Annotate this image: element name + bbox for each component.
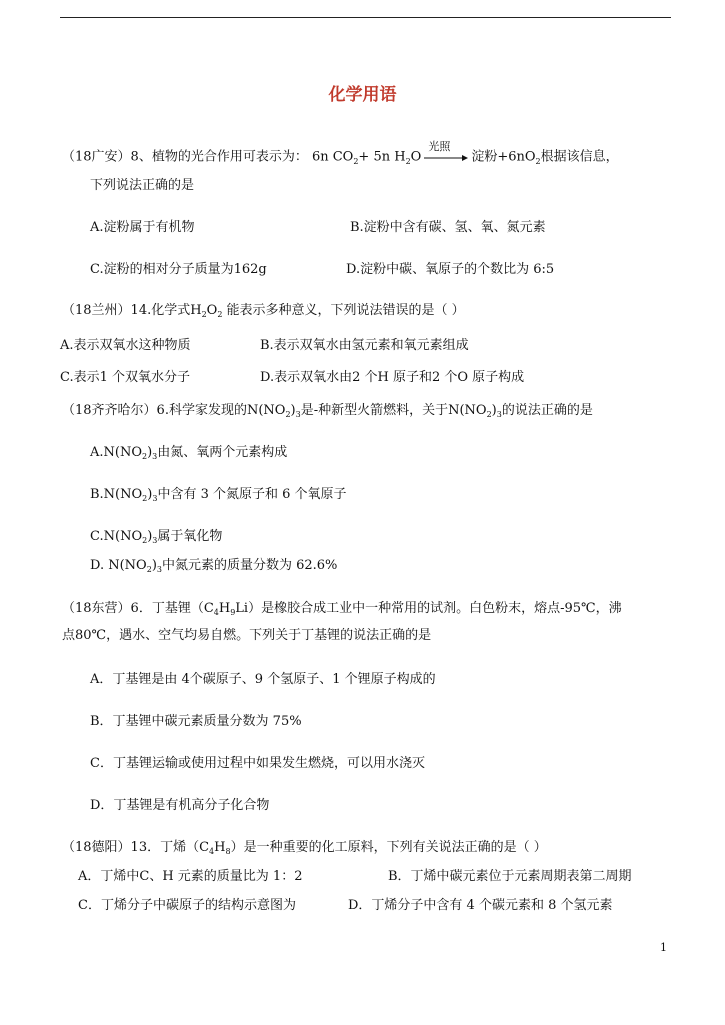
q1-option-c: C.淀粉的相对分子质量为162g [90,262,267,277]
q5-option-b: B．丁烯中碳元素位于元素周期表第二周期 [388,869,632,884]
arrow-label: 光照 [428,140,451,153]
q1-stem-2: 下列说法正确的是 [90,178,195,193]
q1-option-d: D.淀粉中碳、氧原子的个数比为 6:5 [346,262,555,277]
reaction-arrow-icon [424,140,468,166]
header-rule [60,17,671,18]
q2-option-a: A.表示双氧水这种物质 [60,338,191,353]
q1-option-a: A.淀粉属于有机物 [90,220,195,235]
q4-stem-2: 点80℃，遇水、空气均易自燃。下列关于丁基锂的说法正确的是 [62,628,432,643]
q5-option-a: A．丁烯中C、H 元素的质量比为 1：2 [78,869,303,884]
q2-stem: （18兰州）14.化学式$H_2O_2$ 能表示多种意义，下列说法错误的是（ ） [62,303,465,319]
q1-option-b: B.淀粉中含有碳、氢、氧、氮元素 [350,220,546,235]
q4-option-d: D．丁基锂是有机高分子化合物 [90,798,270,813]
q3-option-d: D. $N(NO_2)_3$中氮元素的质量分数为 62.6% [90,558,338,574]
q5-stem: （18德阳）13．丁烯$(C_4H_8)$是一种重要的化工原料，下列有关说法正确的是（ ） [62,840,547,856]
q3-stem: （18齐齐哈尔）6.科学家发现的$N(NO_2)_3$是-种新型火箭燃料，关于$N(NO_2)_3$的说法正确的是 [62,403,593,419]
q3-option-c: $C.N(NO_2)_3$属于氧化物 [90,529,223,545]
q4-stem: （18东营）6．丁基锂$(C_4H_9Li)$是橡胶合成工业中一种常用的试剂。白色粉末，熔点-95℃，沸 [62,601,622,617]
q4-option-c: C．丁基锂运输或使用过程中如果发生燃烧，可以用水浇灭 [90,756,425,771]
q2-option-b: B.表示双氧水由氢元素和氧元素组成 [260,338,469,353]
q4-option-b: B．丁基锂中碳元素质量分数为 75% [90,714,302,729]
q1-stem: （18广安）8、植物的光合作用可表示为： 6n $CO_2+ 5n$ $H_2O$ 光照 淀粉$+6nO_2$根据该信息， [62,140,619,166]
page-number: 1 [660,941,667,954]
q3-option-b: $B.N(NO_2)_3$中含有 3 个氮原子和 6 个氧原子 [90,487,347,503]
q2-option-c: C.表示1 个双氧水分子 [60,370,191,385]
page-title: 化学用语 [328,85,397,105]
q5-option-d: D．丁烯分子中含有 4 个碳元素和 8 个氢元素 [348,898,613,913]
q4-option-a: A．丁基锂是由 4个碳原子、9 个氢原子、1 个锂原子构成的 [90,672,436,687]
q5-option-c: C．丁烯分子中碳原子的结构示意图为 [78,898,296,913]
q2-option-d: D.表示双氧水由2 个H 原子和2 个O 原子构成 [260,370,525,385]
q3-option-a: $A.N(NO_2)_3$由氮、氧两个元素构成 [90,445,288,461]
